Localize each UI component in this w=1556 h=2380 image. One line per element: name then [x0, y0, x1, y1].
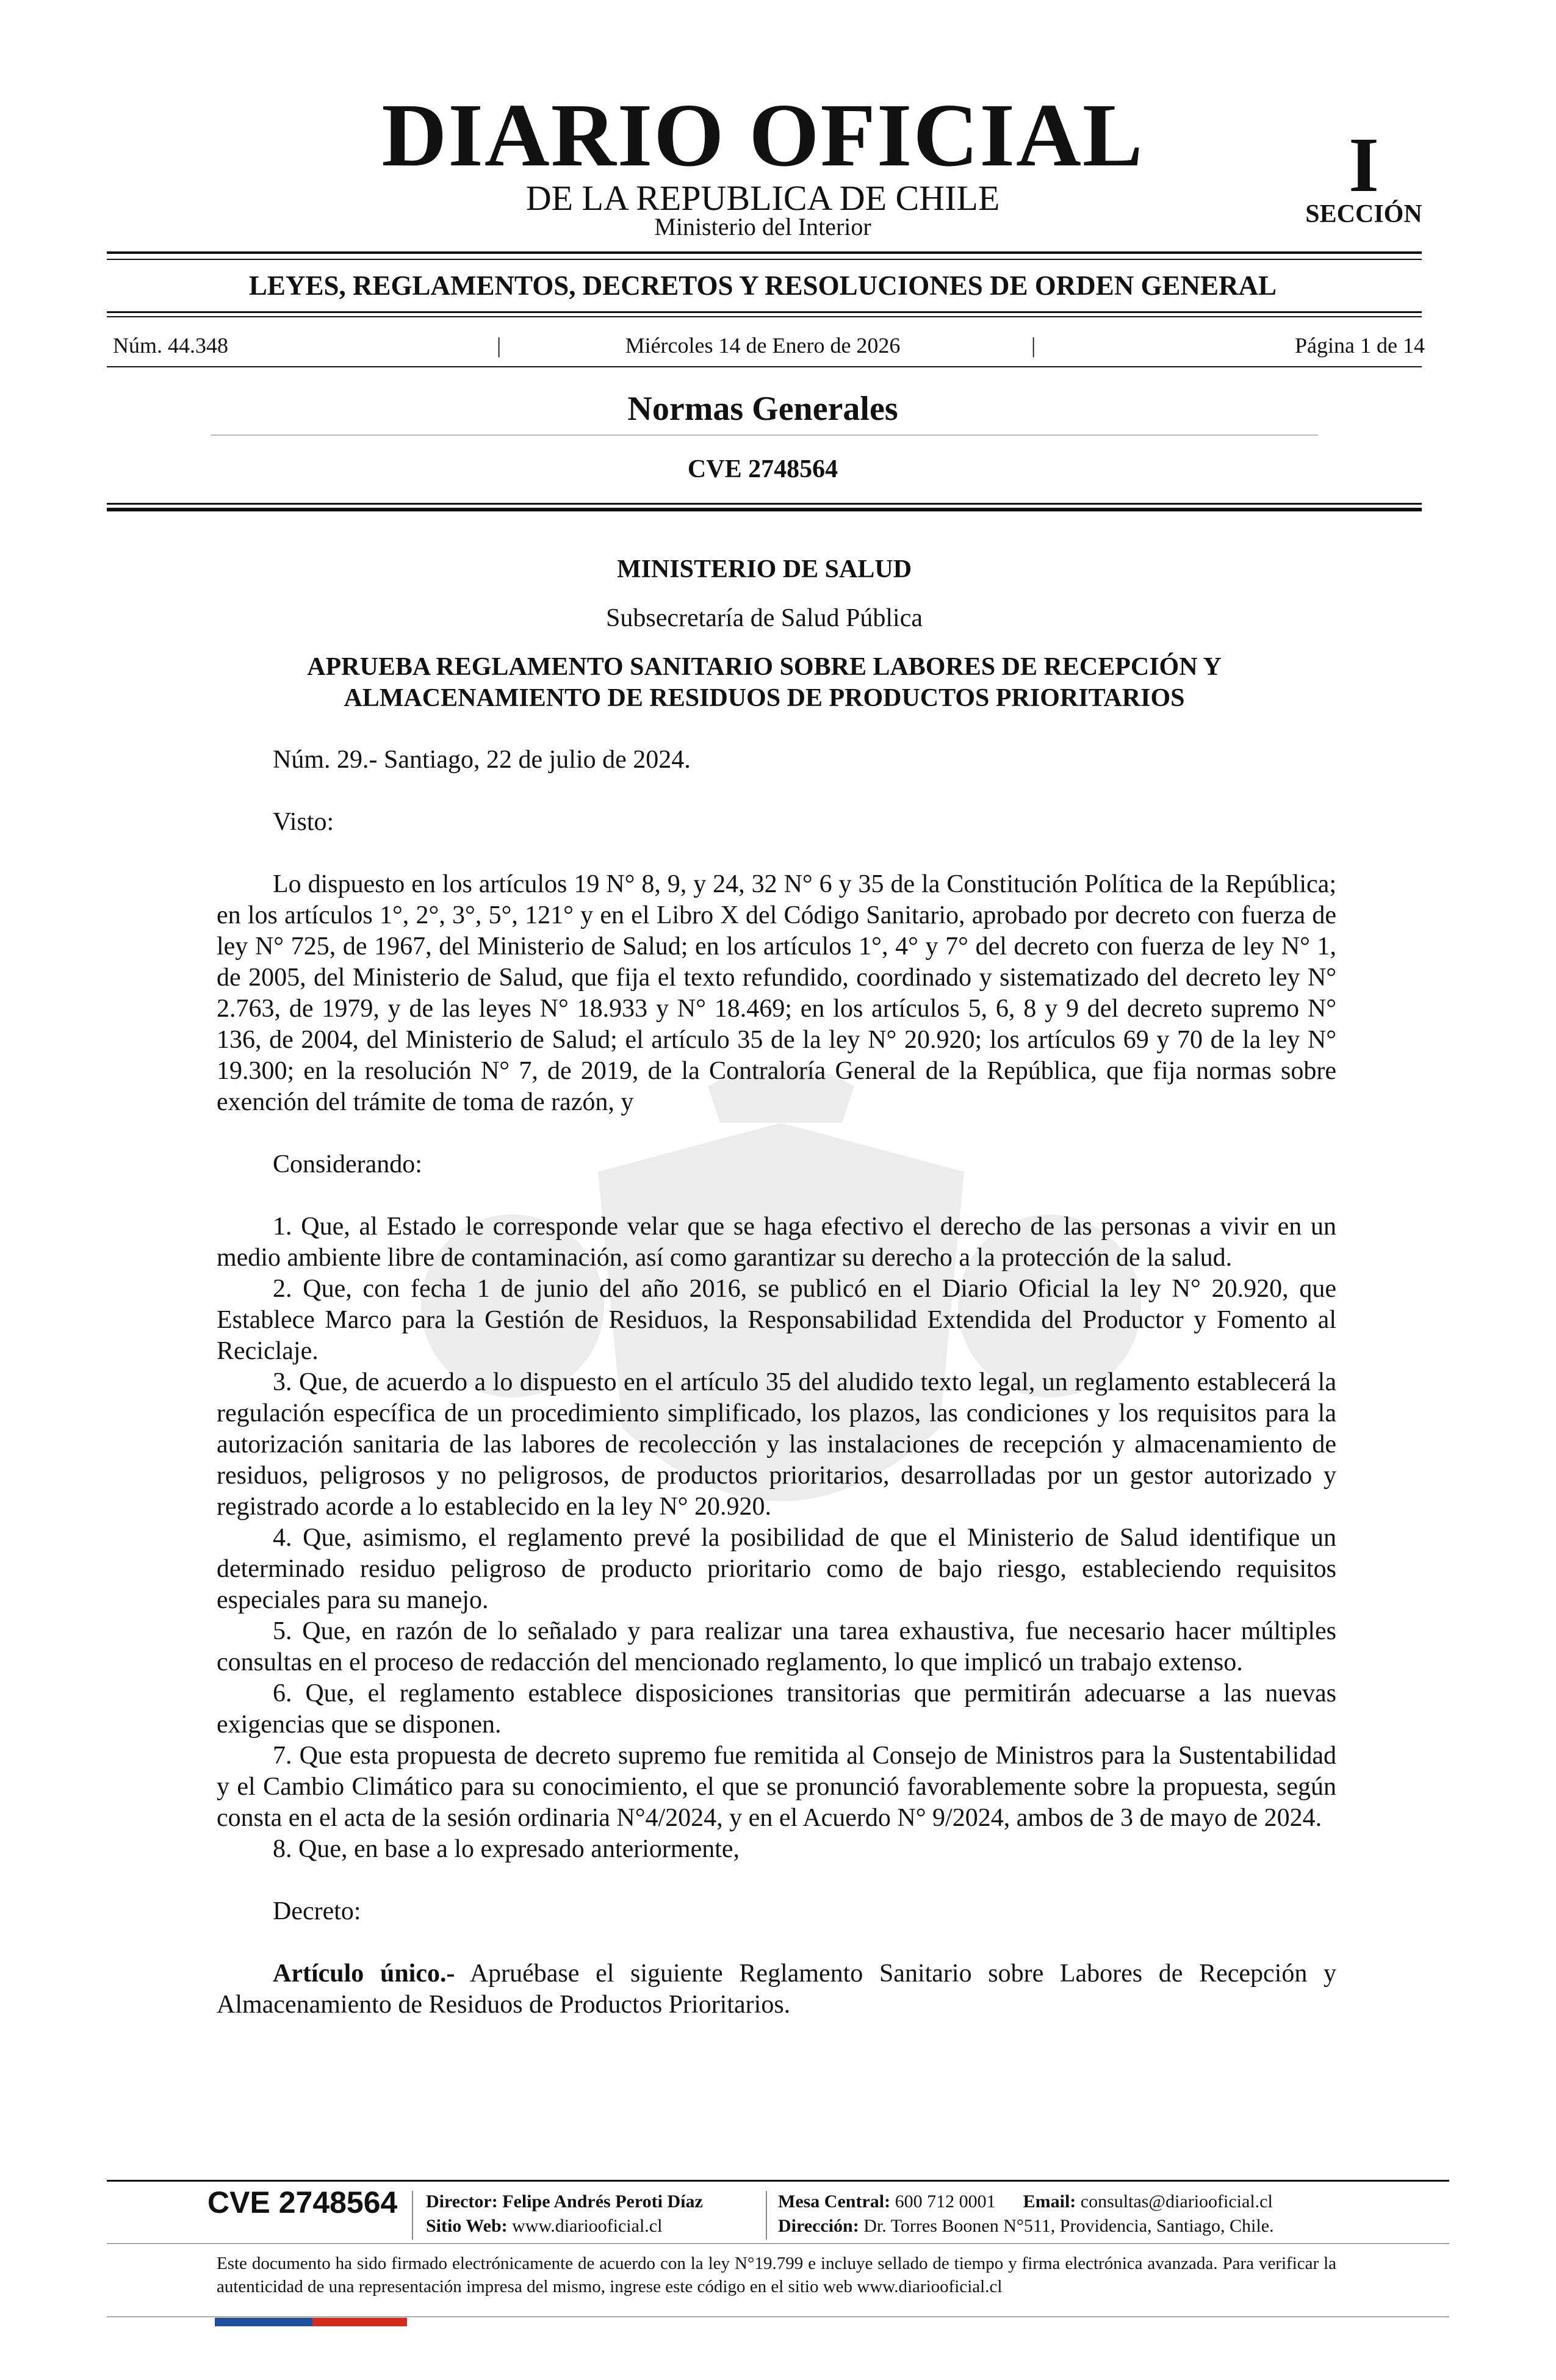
- director-name: Felipe Andrés Peroti Díaz: [502, 2191, 703, 2212]
- flag-stripe-red: [312, 2318, 407, 2326]
- masthead-subtitle: DE LA REPUBLICA DE CHILE: [525, 178, 1000, 218]
- footer-divider-mid: [107, 2243, 1449, 2244]
- divider-meta: [107, 366, 1422, 367]
- section-number: I: [1349, 121, 1379, 208]
- considerando-7: 7. Que esta propuesta de decreto supremo fue remitida al Consejo de Ministros para la Sustentabilidad y el Cambio Climático para su conocimiento, el que se pronunció favorablemente sobre la propuesta, según consta en el acta de la sesión ordinaria N°4/2024, y en el Acuerdo N° 9/2024, ambos de 3 de mayo de 2024.: [217, 1742, 1336, 1832]
- decree-title-line-2: ALMACENAMIENTO DE RESIDUOS DE PRODUCTOS PRIORITARIOS: [344, 684, 1185, 712]
- issue-date: Miércoles 14 de Enero de 2026: [625, 333, 901, 358]
- section-label: SECCIÓN: [1305, 200, 1422, 228]
- mesa-value: 600 712 0001: [895, 2191, 996, 2212]
- direccion-label: Dirección:: [778, 2216, 859, 2236]
- considerando-8: 8. Que, en base a lo expresado anteriormente,: [273, 1835, 740, 1863]
- considerando-2: 2. Que, con fecha 1 de junio del año 2016, se publicó en el Diario Oficial la ley N° 20.920, que Establece Marco para la Gestión de Residuos, la Responsabilidad Extendida del Productor y Fomento al Reciclaje.: [217, 1275, 1336, 1365]
- director-label: Director:: [426, 2191, 498, 2212]
- considerando-1: 1. Que, al Estado le corresponde velar que se haga efectivo el derecho de las personas a vivir en un medio ambiente libre de contaminación, así como garantizar su derecho a la protección de la salud.: [217, 1213, 1336, 1272]
- divider-body-2: [107, 508, 1422, 511]
- decree-body: [217, 745, 1336, 2021]
- mesa-label: Mesa Central:: [778, 2191, 891, 2212]
- considerando-6: 6. Que, el reglamento establece disposiciones transitorias que permitirán adecuarse a las nuevas exigencias que se disponen.: [217, 1679, 1336, 1739]
- direccion-value: Dr. Torres Boonen N°511, Providencia, Santiago, Chile.: [863, 2216, 1274, 2236]
- email-link[interactable]: consultas@diariooficial.cl: [1080, 2191, 1273, 2212]
- footer-cve: CVE 2748564: [207, 2185, 398, 2220]
- meta-separator: |: [497, 333, 502, 358]
- email-label: Email:: [1023, 2191, 1076, 2212]
- considerando-3: 3. Que, de acuerdo a lo dispuesto en el artículo 35 del aludido texto legal, un reglamento establecerá la regulación específica de un procedimiento simplificado, los plazos, las condiciones y los requisitos para la autorización sanitaria de las labores de recolección y las instalaciones de recepción y almacenamiento de residuos, peligrosos y no peligrosos, de productos prioritarios, desarrolladas por un gestor autorizado y registrado acorde a lo establecido en la ley N° 20.920.: [217, 1368, 1336, 1521]
- divider-headline-1: [107, 311, 1422, 313]
- website-label: Sitio Web:: [426, 2216, 508, 2236]
- considerando-4: 4. Que, asimismo, el reglamento prevé la posibilidad de que el Ministerio de Salud identifique un determinado residuo peligroso de producto prioritario como de bajo riesgo, estableciendo requisitos especiales para su manejo.: [217, 1524, 1336, 1614]
- footer-separator-1: [412, 2191, 413, 2240]
- footer-address: [778, 2214, 1274, 2238]
- footer-director: [426, 2190, 703, 2214]
- articulo-unico: [217, 1958, 1336, 2021]
- considerando-5: 5. Que, en razón de lo señalado y para realizar una tarea exhaustiva, fue necesario hacer múltiples consultas en el proceso de redacción del mencionado reglamento, lo que implicó un trabajo extenso.: [217, 1617, 1336, 1676]
- website-link[interactable]: www.diariooficial.cl: [512, 2216, 663, 2236]
- signature-note: Este documento ha sido firmado electrónicamente de acuerdo con la ley N°19.799 e incluye sellado de tiempo y firma electrónica avanzada. Para verificar la autenticidad de una representación impresa del mismo, ingrese este código en el sitio web www.diariooficial.cl: [217, 2254, 1336, 2296]
- issue-number: Núm. 44.348: [113, 333, 228, 358]
- divider-section: [211, 435, 1318, 436]
- visto-label: Visto:: [273, 808, 334, 836]
- articulo-unico-text: Apruébase el siguiente Reglamento Sanitario sobre Labores de Recepción y Almacenamiento de Residuos de Productos Prioritarios.: [217, 1960, 1337, 2019]
- considerando-label: Considerando:: [273, 1150, 422, 1178]
- flag-stripe-blue: [215, 2318, 312, 2326]
- footer-separator-2: [766, 2191, 767, 2240]
- decree-number-date: Núm. 29.- Santiago, 22 de julio de 2024.: [273, 746, 691, 774]
- masthead-ministry: Ministerio del Interior: [654, 213, 871, 240]
- footer-website: [426, 2214, 662, 2238]
- page-indicator: Página 1 de 14: [1295, 333, 1425, 358]
- divider-body-1: [107, 503, 1422, 505]
- divider-headline-2: [107, 316, 1422, 317]
- footer-divider-top: [107, 2180, 1449, 2182]
- divider-top-2: [107, 259, 1422, 260]
- ministry-name: MINISTERIO DE SALUD: [616, 555, 912, 583]
- divider-top-1: [107, 251, 1422, 254]
- meta-separator: |: [1031, 333, 1036, 358]
- cve-code: CVE 2748564: [687, 455, 838, 483]
- footer-contact: [778, 2190, 1273, 2214]
- articulo-unico-label: Artículo único.-: [273, 1960, 455, 1988]
- decreto-label: Decreto:: [273, 1897, 361, 1925]
- masthead-title: DIARIO OFICIAL: [381, 85, 1144, 186]
- section-title: Normas Generales: [627, 390, 898, 428]
- subsecretaria: Subsecretaría de Salud Pública: [605, 604, 923, 632]
- headline: LEYES, REGLAMENTOS, DECRETOS Y RESOLUCIONES DE ORDEN GENERAL: [248, 270, 1277, 301]
- visto-text: Lo dispuesto en los artículos 19 N° 8, 9, y 24, 32 N° 6 y 35 de la Constitución Política de la República; en los artículos 1°, 2°, 3°, 5°, 121° y en el Libro X del Código Sanitario, aprobado por decreto con fuerza de ley N° 725, de 1967, del Ministerio de Salud; en los artículos 1°, 4° y 7° del decreto con fuerza de ley N° 1, de 2005, del Ministerio de Salud, que fija el texto refundido, coordinado y sistematizado del decreto ley N° 2.763, de 1979, y de las leyes N° 18.933 y N° 18.469; en los artículos 5, 6, 8 y 9 del decreto supremo N° 136, de 2004, del Ministerio de Salud; el artículo 35 de la ley N° 20.920; los artículos 69 y 70 de la ley N° 19.300; en la resolución N° 7, de 2019, de la Contraloría General de la República, que fija normas sobre exención del trámite de toma de razón, y: [217, 870, 1336, 1116]
- decree-title-line-1: APRUEBA REGLAMENTO SANITARIO SOBRE LABORES DE RECEPCIÓN Y: [307, 653, 1222, 681]
